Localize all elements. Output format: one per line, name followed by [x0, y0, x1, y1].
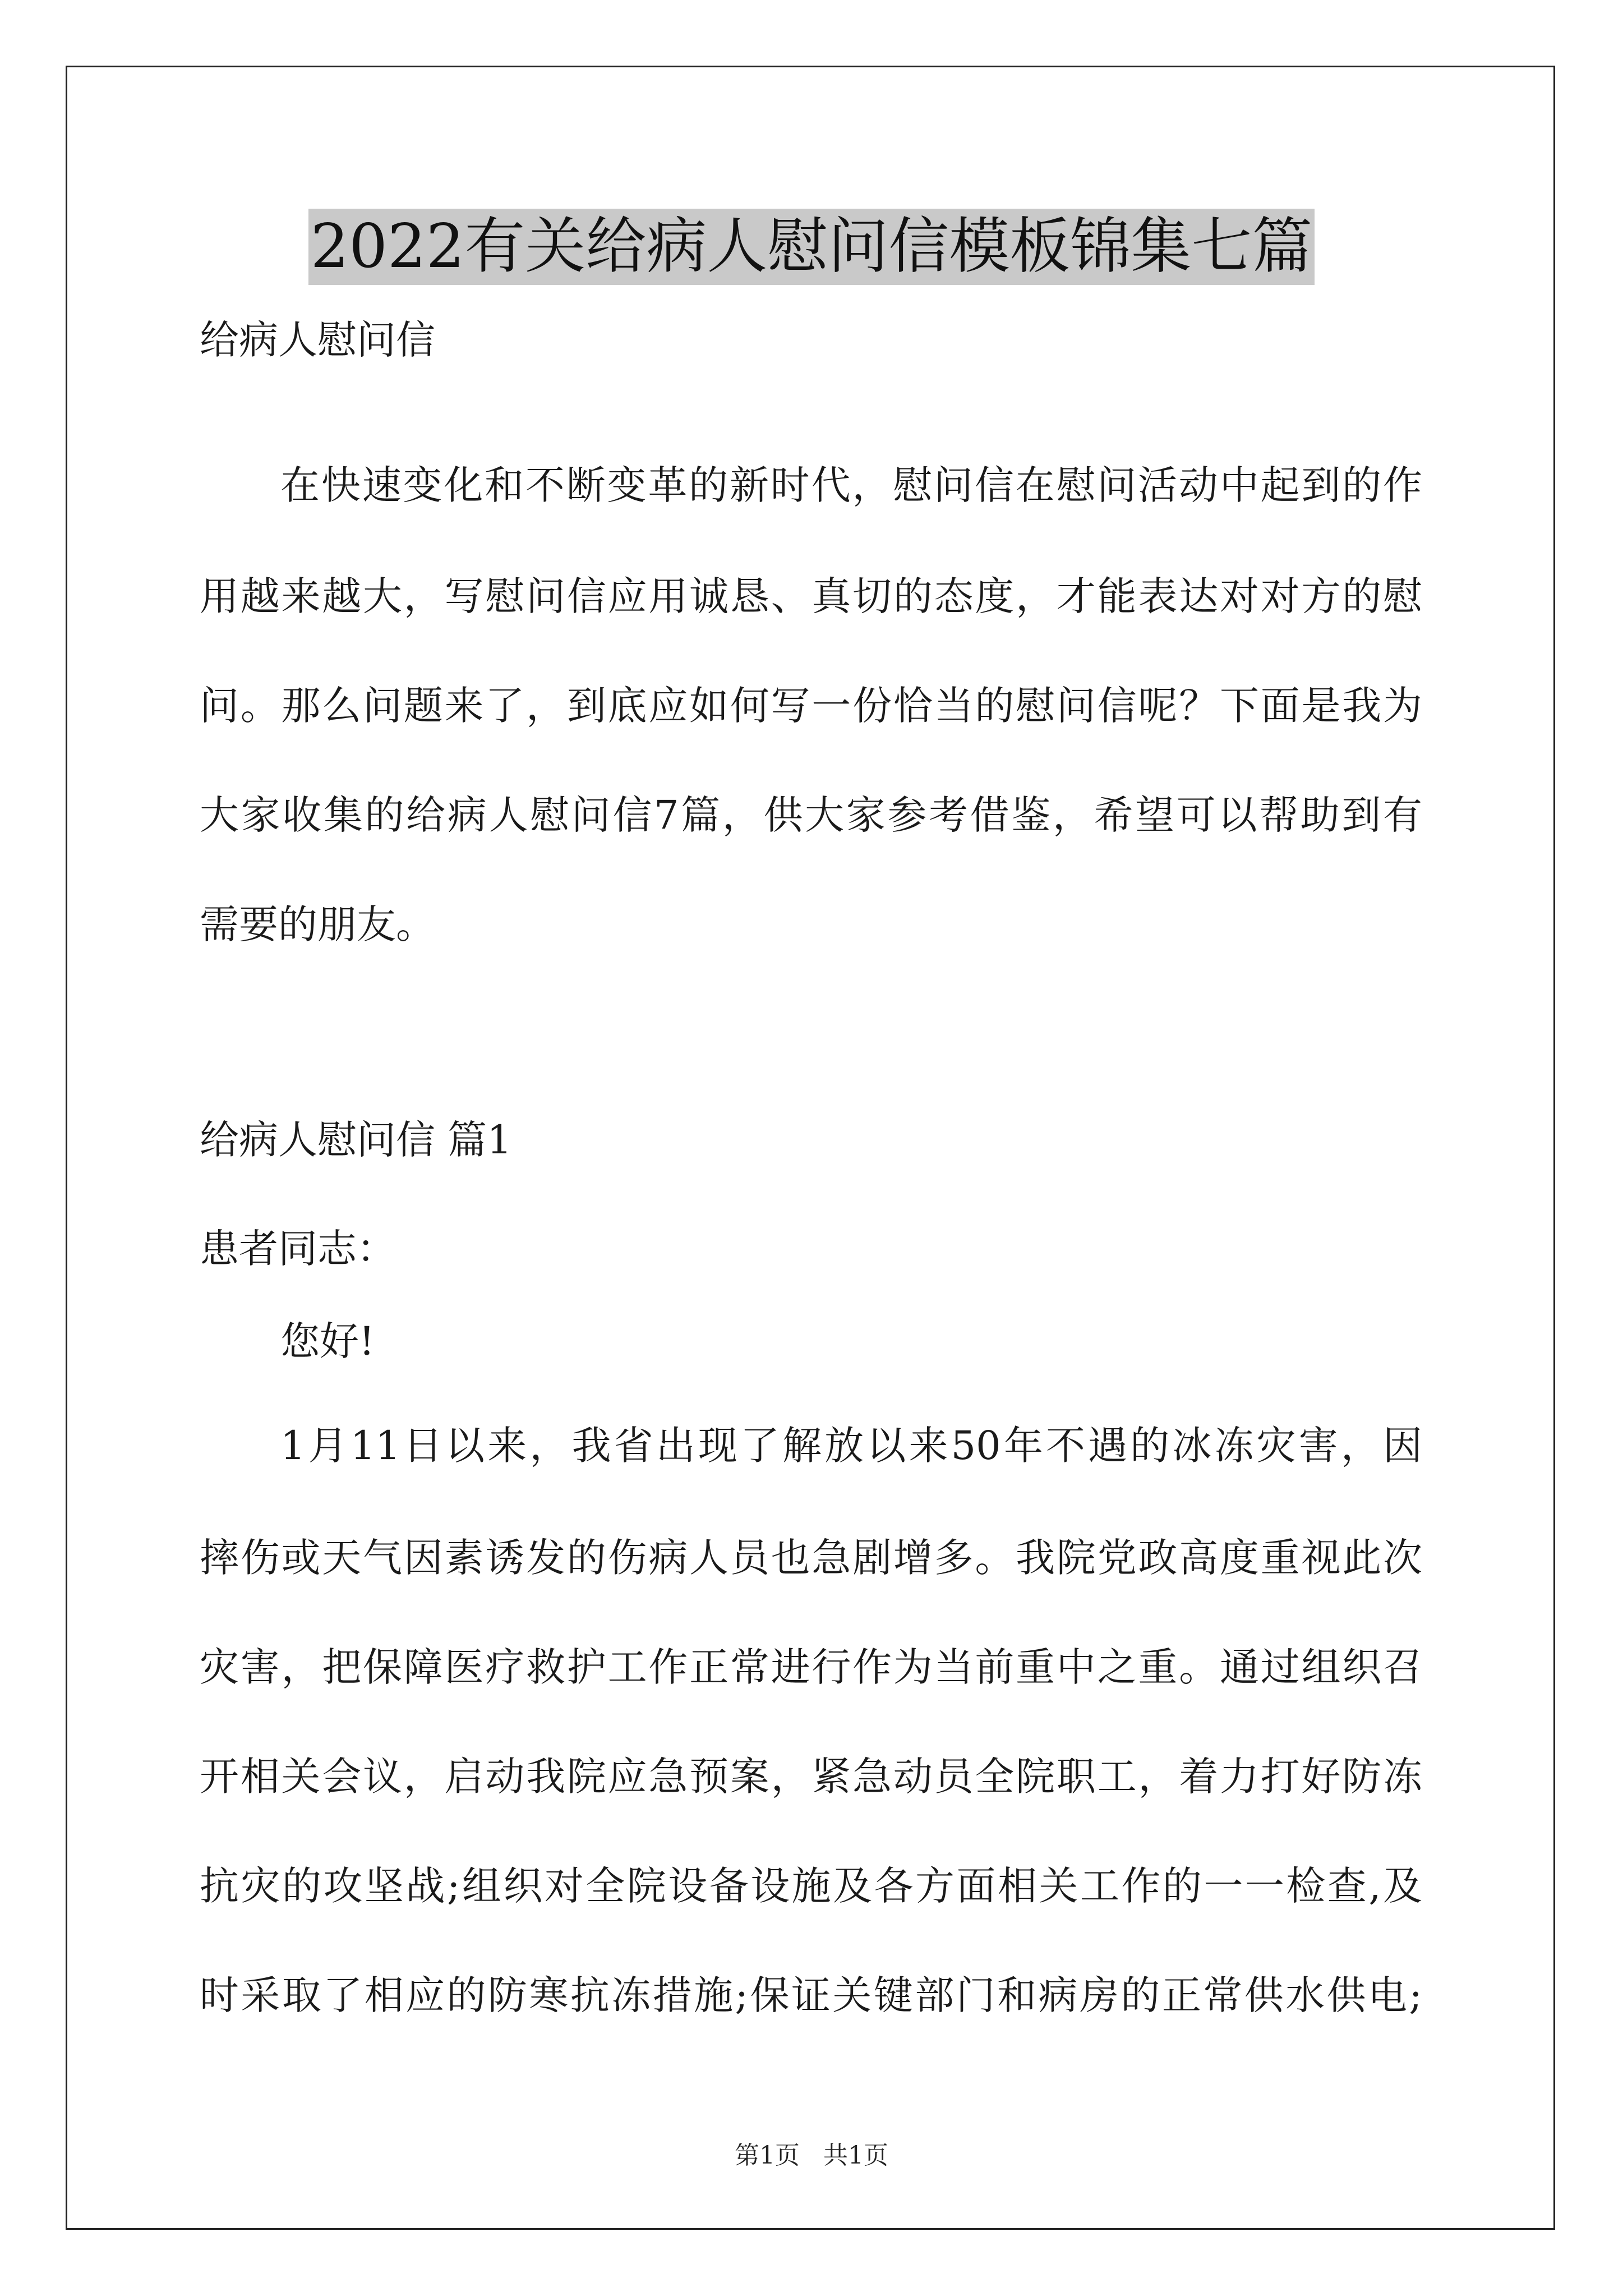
- body-paragraph-line: 时采取了相应的防寒抗冻措施;保证关键部门和病房的正常供水供电;: [200, 1972, 1422, 2018]
- body-paragraph-line: 抗灾的攻坚战;组织对全院设备设施及各方面相关工作的一一检查,及: [200, 1863, 1422, 1909]
- intro-paragraph-line: 大家收集的给病人慰问信7篇，供大家参考借鉴，希望可以帮助到有: [200, 792, 1422, 838]
- page-footer: 第1页 共1页: [735, 2141, 888, 2170]
- intro-heading: 给病人慰问信: [200, 317, 435, 363]
- body-paragraph-line: 灾害，把保障医疗救护工作正常进行作为当前重中之重。通过组织召: [200, 1644, 1422, 1690]
- body-paragraph-line: 摔伤或天气因素诱发的伤病人员也急剧增多。我院党政高度重视此次: [200, 1535, 1422, 1581]
- title-container: [0, 209, 1623, 285]
- document-title: 2022有关给病人慰问信模板锦集七篇: [308, 209, 1315, 285]
- section-heading: 给病人慰问信 篇1: [200, 1117, 512, 1163]
- intro-paragraph-line: 需要的朋友。: [200, 901, 435, 947]
- body-paragraph-line: 1月11日以来，我省出现了解放以来50年不遇的冰冻灾害，因: [280, 1423, 1422, 1469]
- intro-paragraph-line: 用越来越大，写慰问信应用诚恳、真切的态度，才能表达对对方的慰: [200, 573, 1422, 619]
- body-paragraph-line: 开相关会议，启动我院应急预案，紧急动员全院职工，着力打好防冻: [200, 1754, 1422, 1800]
- greeting: 您好!: [280, 1318, 375, 1364]
- intro-paragraph-line: 在快速变化和不断变革的新时代，慰问信在慰问活动中起到的作: [280, 462, 1422, 508]
- salutation: 患者同志：: [200, 1226, 396, 1272]
- intro-paragraph-line: 问。那么问题来了，到底应如何写一份恰当的慰问信呢？下面是我为: [200, 683, 1422, 729]
